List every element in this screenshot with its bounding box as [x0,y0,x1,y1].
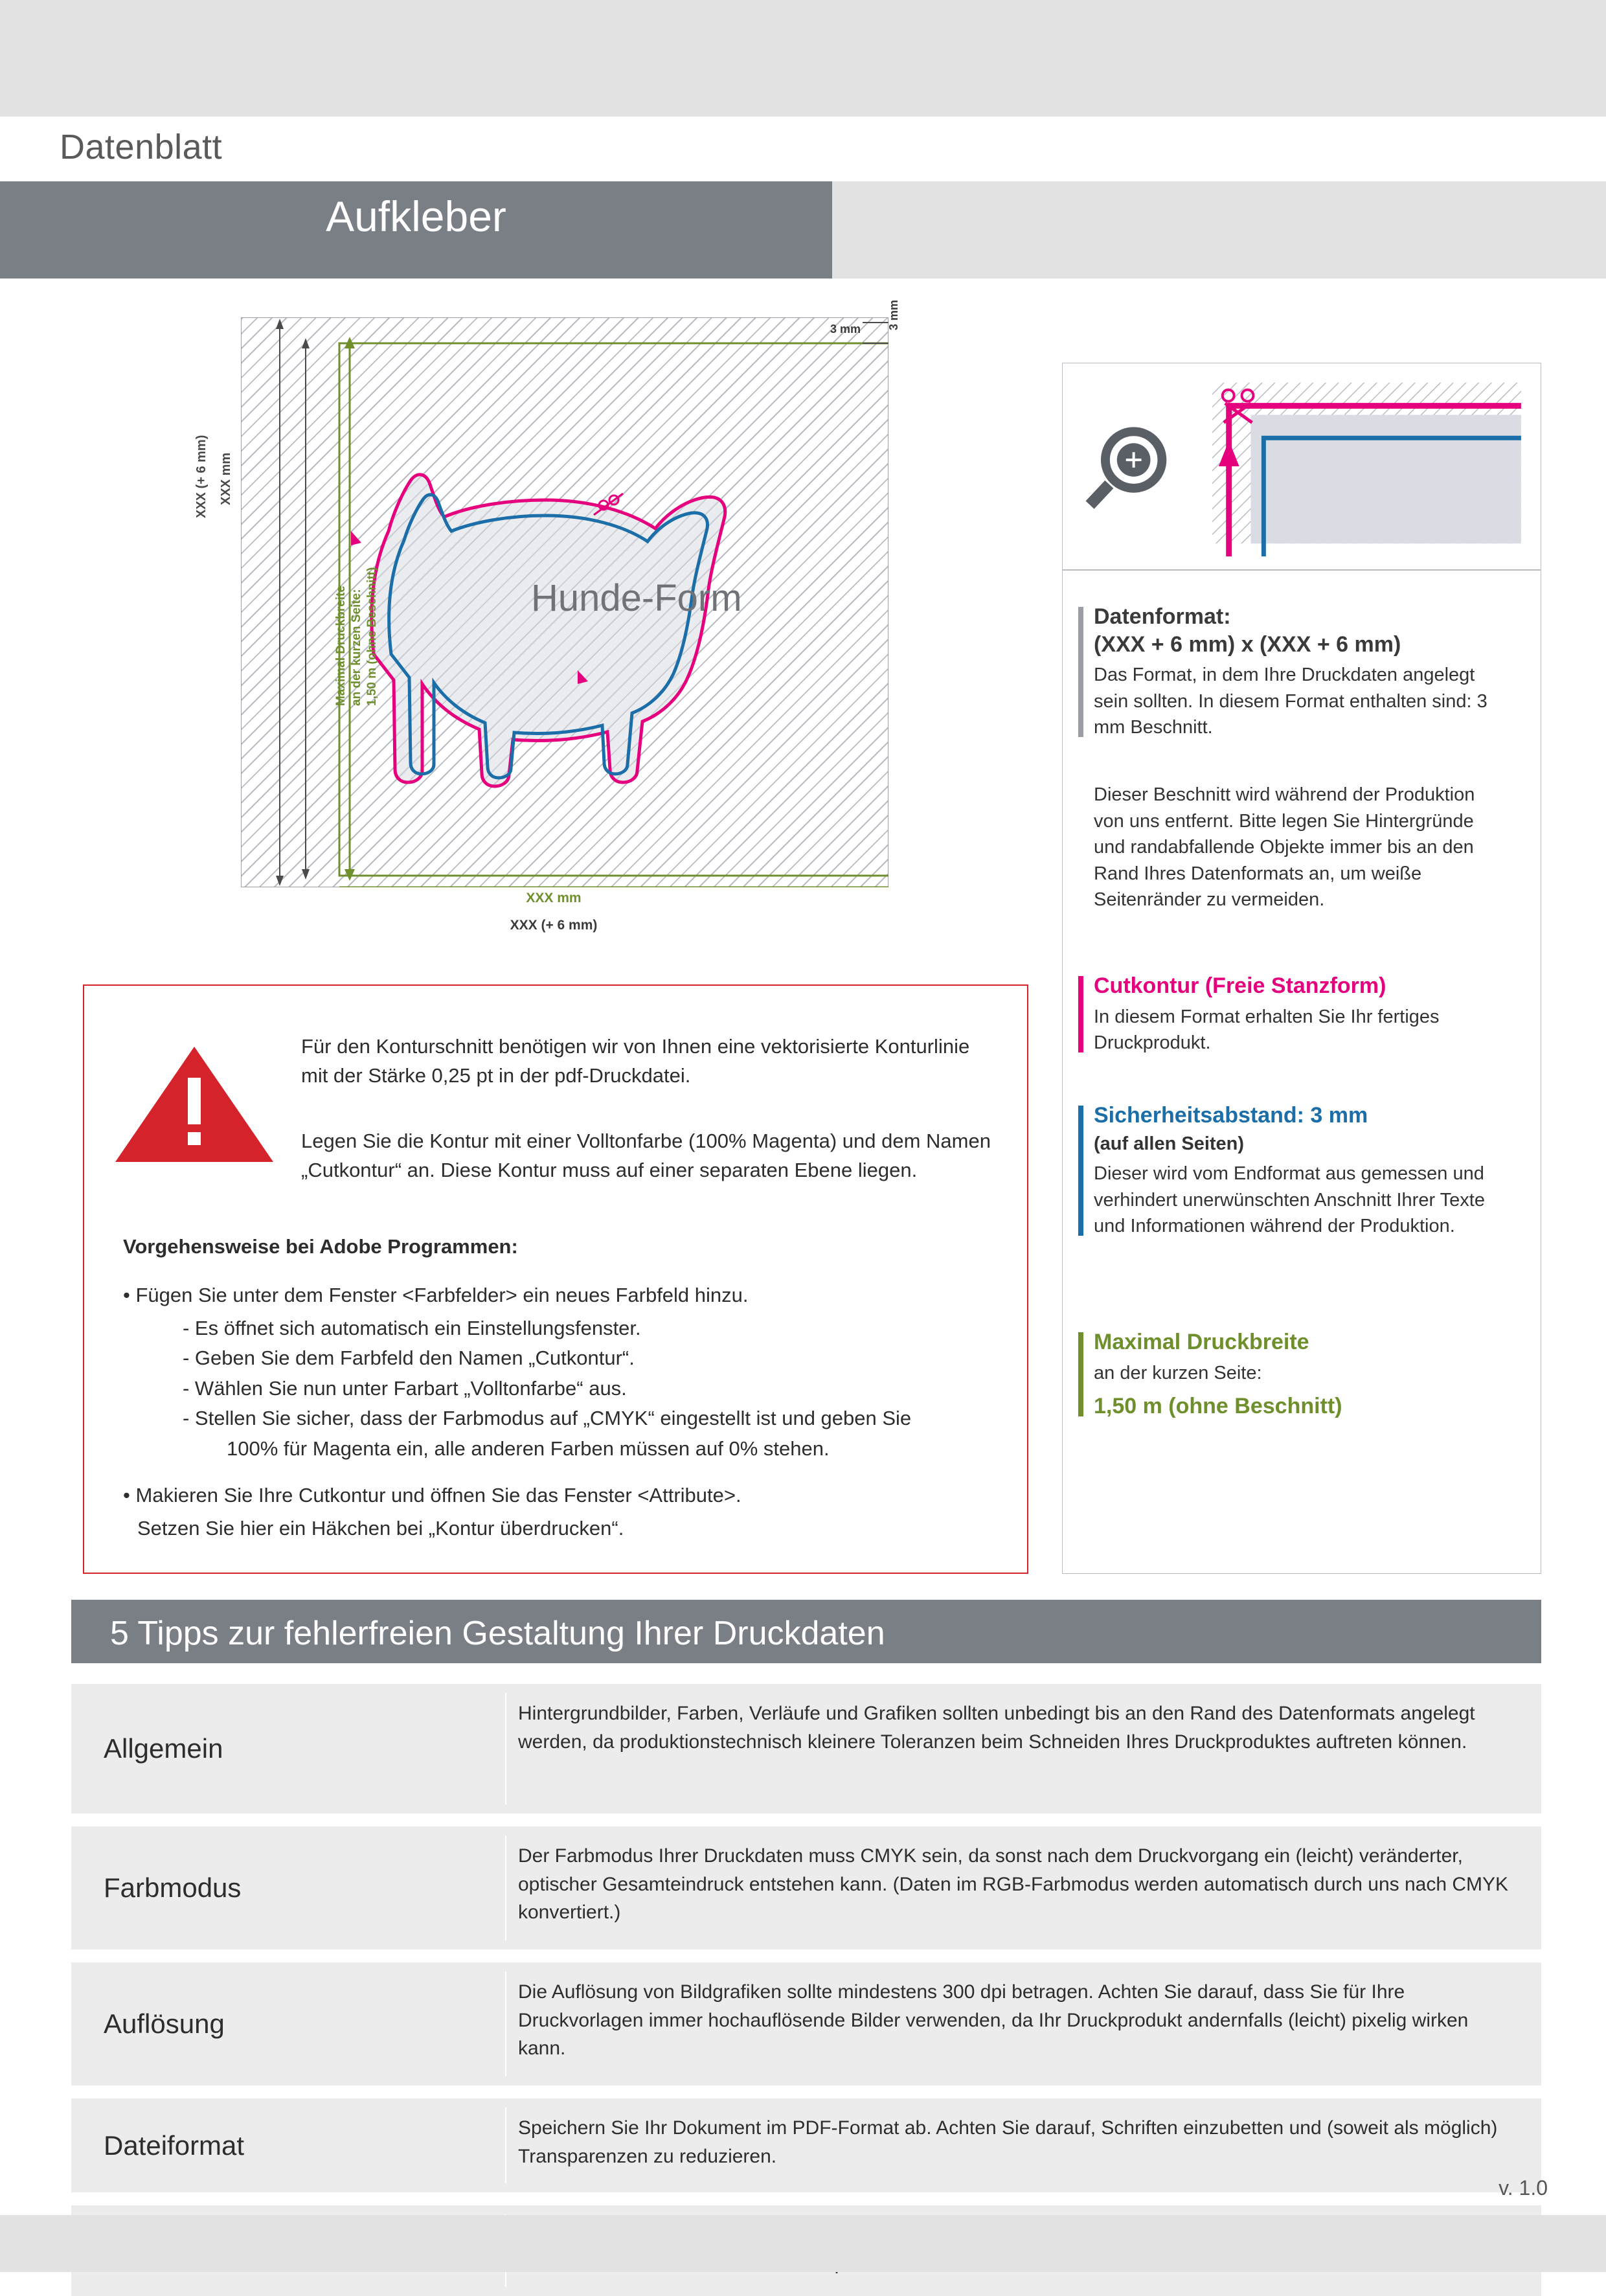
page-title: Aufkleber [0,192,832,241]
tips-row-text: Der Farbmodus Ihrer Druckdaten muss CMYK sein, da sonst nach dem Druckvorgang ein (leicht) veränderter, optischer Gesamteindruck entstehen kann. (Daten im RGB-Farbmodus werden automatisch durch uns nach CMYK konvertiert.) [518,1842,1515,1927]
row-divider [505,1972,506,2076]
list-item: - Stellen Sie sicher, dass der Farbmodus auf „CMYK“ eingestellt ist und geben Sie [123,1404,1004,1434]
sicherheitsabstand-subheading: (auf allen Seiten) [1094,1131,1508,1157]
dimension-horizontal-green: XXX mm [168,891,939,906]
row-divider [505,1693,506,1804]
cutkontur-section [1094,972,1508,1056]
datenformat-heading-line2: (XXX + 6 mm) x (XXX + 6 mm) [1094,631,1508,659]
format-info-panel [1062,570,1541,1574]
adobe-instructions-list [123,1280,1004,1543]
tips-row-text: Hintergrundbilder, Farben, Verläufe und Grafiken sollten unbedingt bis an den Rand des Datenformats angelegt werden, da produktionstechnisch kleinere Toleranzen beim Schneiden Ihres Druckproduktes auftreten können. [518,1699,1515,1756]
tips-header [71,1600,1541,1663]
contour-paragraph-1: Für den Konturschnitt benötigen wir von Ihnen eine vektorisierte Konturlinie mit der Stärke 0,25 pt in der pdf-Druckdatei. [301,1032,997,1091]
dimension-vertical-inner: XXX mm [219,453,234,505]
contour-instructions-box [83,984,1028,1574]
max-print-width-note [334,567,379,706]
section-accent-bar [1078,1332,1083,1416]
datenblatt-label: Datenblatt [60,127,222,167]
table-row [71,1826,1541,1949]
tips-row-label: Dateiformat [104,2130,244,2161]
contour-paragraph-2: Legen Sie die Kontur mit einer Volltonfarbe (100% Magenta) und dem Namen „Cutkontur“ an. Diese Kontur muss auf einer separaten Ebene liegen. [301,1127,997,1185]
max-print-width-line3: 1,50 m (ohne Beschnitt) [365,567,379,706]
header-background [0,0,1606,117]
datenformat-body-1: Das Format, in dem Ihre Druckdaten angelegt sein sollten. In diesem Format enthalten sind: 3 mm Beschnitt. [1094,662,1508,741]
list-item: 100% für Magenta ein, alle anderen Farben müssen auf 0% stehen. [123,1434,1004,1464]
list-item: Setzen Sie hier ein Häkchen bei „Kontur überdrucken“. [123,1514,1004,1544]
section-accent-bar [1078,607,1083,737]
row-divider [505,2108,506,2183]
max-print-width-line1: Maximal Druckbreite [334,585,348,706]
tips-row-text: Die Auflösung von Bildgrafiken sollte mindestens 300 dpi betragen. Achten Sie darauf, dass Sie für Ihre Druckvorlagen immer hochauflösende Bilder verwenden, da Ihr Druckprodukt andernfalls (leicht) pixelig wirken kann. [518,1978,1515,2063]
tips-row-label: Farbmodus [104,1872,241,1904]
section-accent-bar [1078,976,1083,1052]
datenformat-body-2: Dieser Beschnitt wird während der Produktion von uns entfernt. Bitte legen Sie Hintergründe und randabfallende Objekte immer bis an den Rand Ihres Datenformats an, um weiße Seitenränder zu vermeiden. [1094,782,1508,913]
product-diagram [168,304,939,978]
table-row [71,1962,1541,2086]
tips-row-label: Auflösung [104,2008,225,2040]
footer-band [0,2215,1606,2272]
sicherheitsabstand-body: Dieser wird vom Endformat aus gemessen und verhindert unerwünschten Anschnitt Ihrer Texte und Informationen während der Produktion. [1094,1161,1508,1240]
section-accent-bar [1078,1106,1083,1236]
shape-name-label: Hunde-Form [531,576,742,620]
version-label: v. 1.0 [1499,2176,1548,2200]
bleed-right-label: 3 mm [887,300,901,330]
adobe-instructions-heading: Vorgehensweise bei Adobe Programmen: [123,1235,518,1258]
cutkontur-body: In diesem Format erhalten Sie Ihr fertiges Druckprodukt. [1094,1004,1508,1056]
table-row [71,1684,1541,1813]
tips-row-text: Speichern Sie Ihr Dokument im PDF-Format ab. Achten Sie darauf, Schriften einzubetten und (soweit als möglich) Transparenzen zu reduzieren. [518,2114,1515,2170]
list-item: • Fügen Sie unter dem Fenster <Farbfelder> ein neues Farbfeld hinzu. [123,1280,1004,1311]
list-item: - Geben Sie dem Farbfeld den Namen „Cutkontur“. [123,1343,1004,1374]
datenformat-section [1094,603,1508,741]
list-item: • Makieren Sie Ihre Cutkontur und öffnen Sie das Fenster <Attribute>. [123,1481,1004,1511]
sicherheitsabstand-section [1094,1102,1508,1240]
dimension-horizontal-black: XXX (+ 6 mm) [168,918,939,933]
warning-triangle-icon [110,1038,278,1167]
tips-row-label: Allgemein [104,1733,223,1764]
druckbreite-section [1094,1328,1508,1420]
datenformat-heading-line1: Datenformat: [1094,603,1508,631]
cutkontur-heading: Cutkontur (Freie Stanzform) [1094,972,1508,1000]
sicherheitsabstand-heading: Sicherheitsabstand: 3 mm [1094,1102,1508,1130]
druckbreite-heading: Maximal Druckbreite [1094,1328,1508,1356]
corner-detail-graphic [1063,363,1542,569]
tips-heading: 5 Tipps zur fehlerfreien Gestaltung Ihrer Druckdaten [110,1614,885,1653]
row-divider [505,1836,506,1940]
table-row [71,2098,1541,2192]
list-item: - Es öffnet sich automatisch ein Einstellungsfenster. [123,1313,1004,1344]
bleed-top-label: 3 mm [830,323,861,336]
datenformat-extra-section [1094,778,1508,913]
dimension-vertical-outer: XXX (+ 6 mm) [194,435,209,518]
list-item: - Wählen Sie nun unter Farbart „Volltonfarbe“ aus. [123,1374,1004,1404]
druckbreite-subheading: an der kurzen Seite: [1094,1360,1508,1387]
druckbreite-value: 1,50 m (ohne Beschnitt) [1094,1392,1508,1420]
max-print-width-line2: an der kurzen Seite: [350,589,363,706]
corner-detail-panel [1062,363,1541,570]
